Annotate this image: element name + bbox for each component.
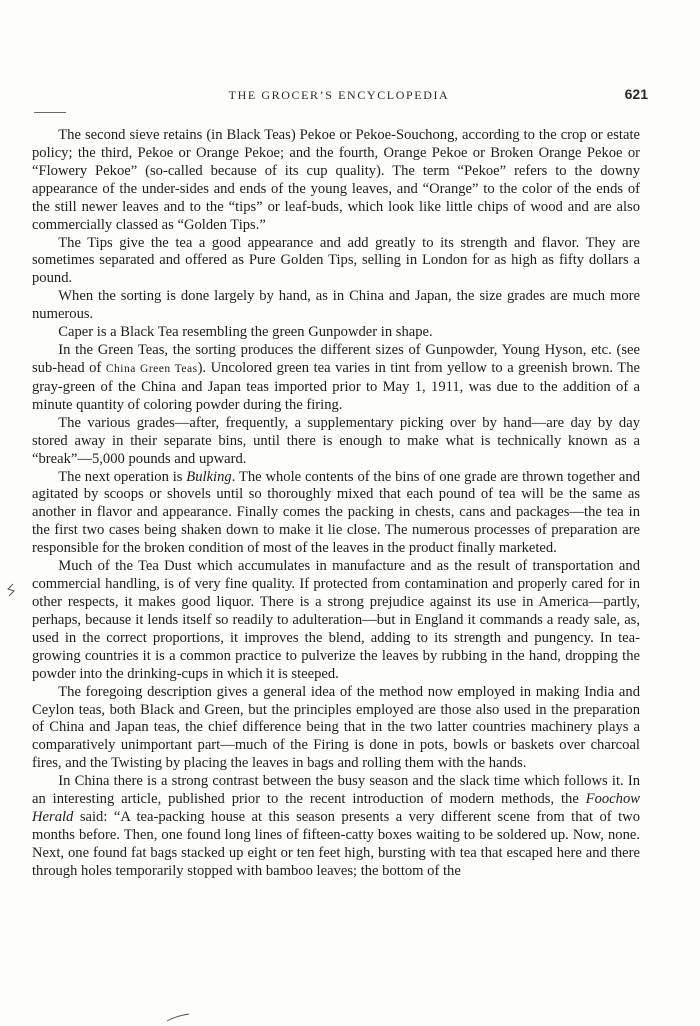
china-green-teas-crossref: China Green Teas (105, 362, 198, 375)
paragraph-10-text-a: In China there is a strong contrast between the busy season and the slack time which follows it. In an interesting article, published prior to the recent introduction of modern methods, the (32, 773, 640, 808)
paragraph-5-text-b: ). Uncolored green tea varies in tint from yellow to a greenish brown. The gray-green of the China and Japan teas imported prior to May 1, 1911, was due to the addition of a minute quantity of coloring powder during the firing. (32, 359, 640, 413)
paragraph-7-text-a: The next operation is (58, 468, 187, 485)
body-text (32, 127, 640, 881)
paragraph-4 (32, 324, 640, 342)
paragraph-2-text: The Tips give the tea a good appearance and add greatly to its strength and flavor. They are sometimes separated and offered as Pure Golden Tips, selling in London for as high as fifty dollars a pound. (32, 234, 640, 287)
paragraph-1 (32, 127, 640, 235)
paragraph-5 (32, 342, 640, 415)
paragraph-9 (32, 684, 640, 774)
margin-mark (6, 583, 16, 597)
paragraph-10 (32, 773, 640, 881)
paragraph-7 (32, 469, 640, 559)
paragraph-10-text-b: said: “A tea-packing house at this season presents a very different scene from that of two months before. Then, one found long lines of fifteen-catty boxes waiting to be soldered up. Now, none. Next, one found fat bags stacked up eight or ten feet high, bursting with tea that escaped here and there through holes temporarily stopped with bamboo leaves; the bottom of the (32, 809, 640, 879)
running-title: THE GROCER’S ENCYCLOPEDIA (228, 88, 450, 102)
bulking-term: Bulking (186, 468, 232, 485)
paragraph-1-text: The second sieve retains (in Black Teas) Pekoe or Pekoe-Souchong, according to the crop or estate policy; the third, Pekoe or Orange Pekoe; and the fourth, Orange Pekoe or Broken Orange Pekoe or “Flowery Pekoe” (so-called because of its cup quality). The term “Pekoe” refers to the downy appearance of the under-sides and ends of the young leaves, and “Orange” to the color of the ends of the still newer leaves and to the “tips” or leaf-buds, which look like little chips of wood and are also commercially classed as “Golden Tips.” (32, 127, 640, 233)
paragraph-2 (32, 235, 640, 289)
paragraph-5-text-a: In the Green Teas, the sorting produces the different sizes of Gunpowder, Young Hyson, etc. (see sub-head of (32, 342, 640, 376)
paragraph-6 (32, 415, 640, 469)
paragraph-8 (32, 558, 640, 683)
paragraph-3-text: When the sorting is done largely by hand, as in China and Japan, the size grades are much more numerous. (32, 288, 640, 323)
paragraph-6-text: The various grades—after, frequently, a supplementary picking over by hand—are day by day stored away in their separate bins, until there is enough to make what is technically known as a “break”—5,000 pounds and upward. (32, 414, 640, 467)
pencil-stroke (166, 1013, 190, 1022)
running-head (30, 88, 648, 108)
paragraph-3 (32, 288, 640, 324)
paragraph-8-text: Much of the Tea Dust which accumulates in manufacture and as the result of transportation and commercial handling, is of very fine quality. If protected from contamination and properly cared for in other respects, it makes good liquor. There is a strong prejudice against its use in America—partly, perhaps, because it lends itself so readily to adulteration—but in England it commands a ready sale, as, used in the correct proportions, it improves the blend, adding to its strength and pungency. In tea-growing countries it is a common practice to pulverize the leaves by rubbing in the hand, dropping the powder into the drinking-cups in which it is steeped. (32, 558, 640, 682)
paragraph-9-text: The foregoing description gives a general idea of the method now employed in making India and Ceylon teas, both Black and Green, but the principles employed are those also used in the preparation of China and Japan teas, the chief difference being that in the two latter countries machinery plays a comparatively unimportant part—much of the Firing is done in pots, bowls or baskets over charcoal fires, and the Twisting by placing the leaves in bags and rolling them with the hands. (32, 683, 640, 772)
paragraph-7-text-b: . The whole contents of the bins of one grade are thrown together and agitated by scoops or shovels until so thoroughly mixed that each pound of tea will be the same as another in flavor and appearance. Finally comes the packing in chests, cans and packages—the tea in the first two cases being shaken down to make it lie close. The numerous processes of preparation are responsible for the broken condition of most of the leaves in the product finally marketed. (32, 468, 640, 557)
page-number: 621 (624, 86, 648, 102)
foochow-herald-title: Foochow Herald (32, 791, 640, 826)
header-rule (34, 112, 66, 113)
paragraph-4-text: Caper is a Black Tea resembling the green Gunpowder in shape. (58, 324, 433, 341)
